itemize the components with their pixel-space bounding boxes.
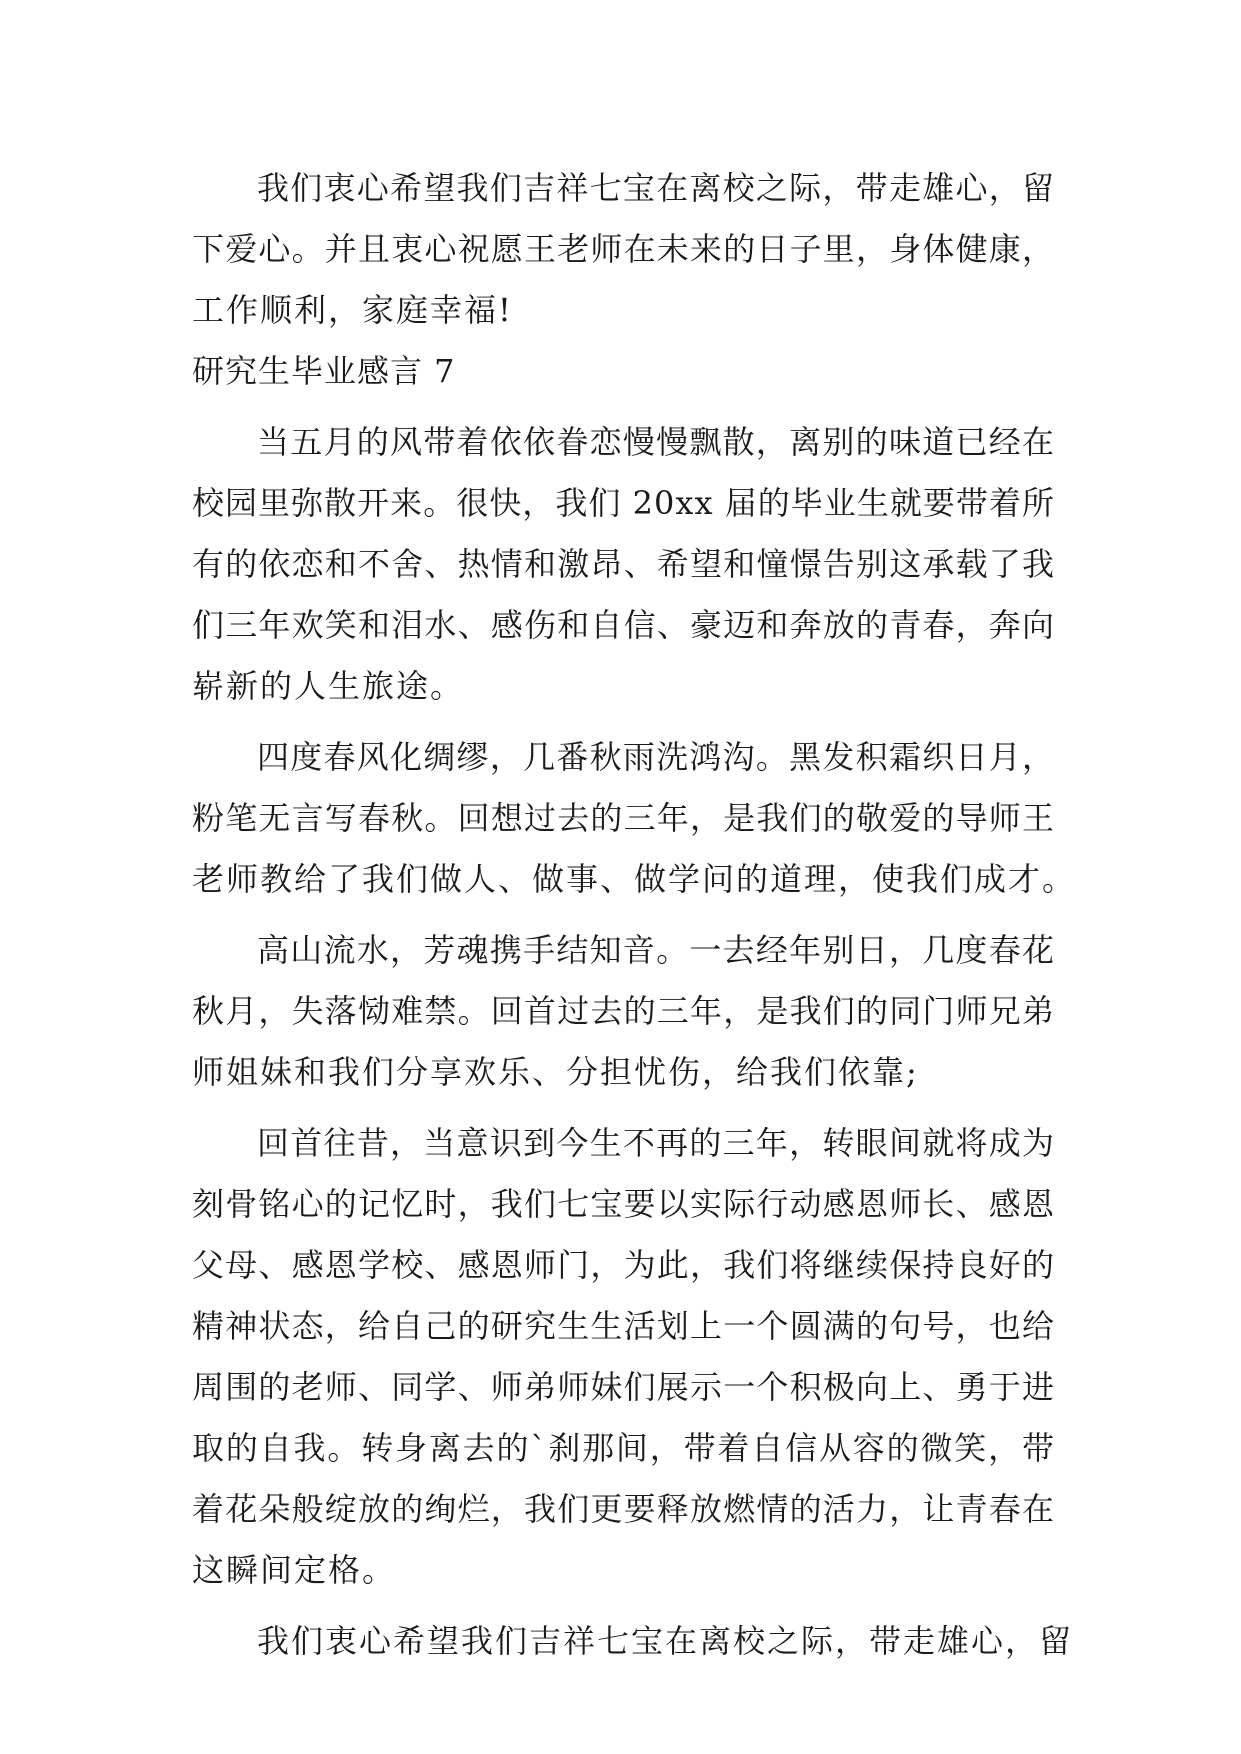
paragraph-line: 师姐妹和我们分享欢乐、分担忧伤，给我们依靠;: [192, 1053, 919, 1091]
paragraph-line: 秋月，失落恸难禁。回首过去的三年，是我们的同门师兄弟: [192, 992, 1056, 1030]
paragraph-line: 崭新的人生旅途。: [192, 667, 465, 705]
paragraph-line: 父母、感恩学校、感恩师门，为此，我们将继续保持良好的: [192, 1246, 1056, 1284]
paragraph-line: 取的自我。转身离去的`刹那间，带着自信从容的微笑，带: [192, 1429, 1056, 1467]
paragraph-line: 当五月的风带着依依眷恋慢慢飘散，离别的味道已经在: [257, 423, 1056, 461]
paragraph: [192, 727, 1077, 910]
paragraph-line: 周围的老师、同学、师弟师妹们展示一个积极向上、勇于进: [192, 1368, 1056, 1406]
paragraph-line: 老师教给了我们做人、做事、做学问的道理，使我们成才。: [192, 860, 1077, 898]
paragraph-line: 我们衷心希望我们吉祥七宝在离校之际，带走雄心，留: [257, 1622, 1074, 1660]
paragraph-line: 着花朵般绽放的绚烂，我们更要释放燃情的活力，让青春在: [192, 1490, 1056, 1528]
paragraph-line: 粉笔无言写春秋。回想过去的三年，是我们的敬爱的导师王: [192, 799, 1056, 837]
paragraph-line: 回首往昔，当意识到今生不再的三年，转眼间就将成为: [257, 1124, 1056, 1162]
paragraph-line: 们三年欢笑和泪水、感伤和自信、豪迈和奔放的青春，奔向: [192, 606, 1056, 644]
paragraph-line: 四度春风化绸缪，几番秋雨洗鸿沟。黑发积霜织日月，: [257, 738, 1056, 776]
document-body: [192, 158, 1077, 1672]
paragraph: [192, 412, 1054, 717]
paragraph: [192, 1611, 1074, 1672]
paragraph-line: 刻骨铭心的记忆时，我们七宝要以实际行动感恩师长、感恩: [192, 1185, 1056, 1223]
paragraph-line: 我们衷心希望我们吉祥七宝在离校之际，带走雄心，留: [257, 169, 1056, 207]
paragraph-line: 精神状态，给自己的研究生生活划上一个圆满的句号，也给: [192, 1307, 1056, 1345]
paragraph-line: 有的依恋和不舍、热情和激昂、希望和憧憬告别这承载了我: [192, 545, 1056, 583]
paragraph: [192, 158, 1054, 341]
paragraph: [192, 1113, 1054, 1601]
heading-text: 研究生毕业感言 7: [192, 352, 456, 390]
paragraph-line: 下爱心。并且衷心祝愿王老师在未来的日子里，身体健康，: [192, 230, 1056, 268]
paragraph-line: 这瞬间定格。: [192, 1551, 397, 1589]
section-heading: [192, 341, 1054, 402]
paragraph-line: 工作顺利，家庭幸福!: [192, 291, 513, 329]
paragraph-line: 校园里弥散开来。很快，我们 20xx 届的毕业生就要带着所: [192, 484, 1056, 522]
paragraph-line: 高山流水，芳魂携手结知音。一去经年别日，几度春花: [257, 931, 1056, 969]
paragraph: [192, 920, 1054, 1103]
